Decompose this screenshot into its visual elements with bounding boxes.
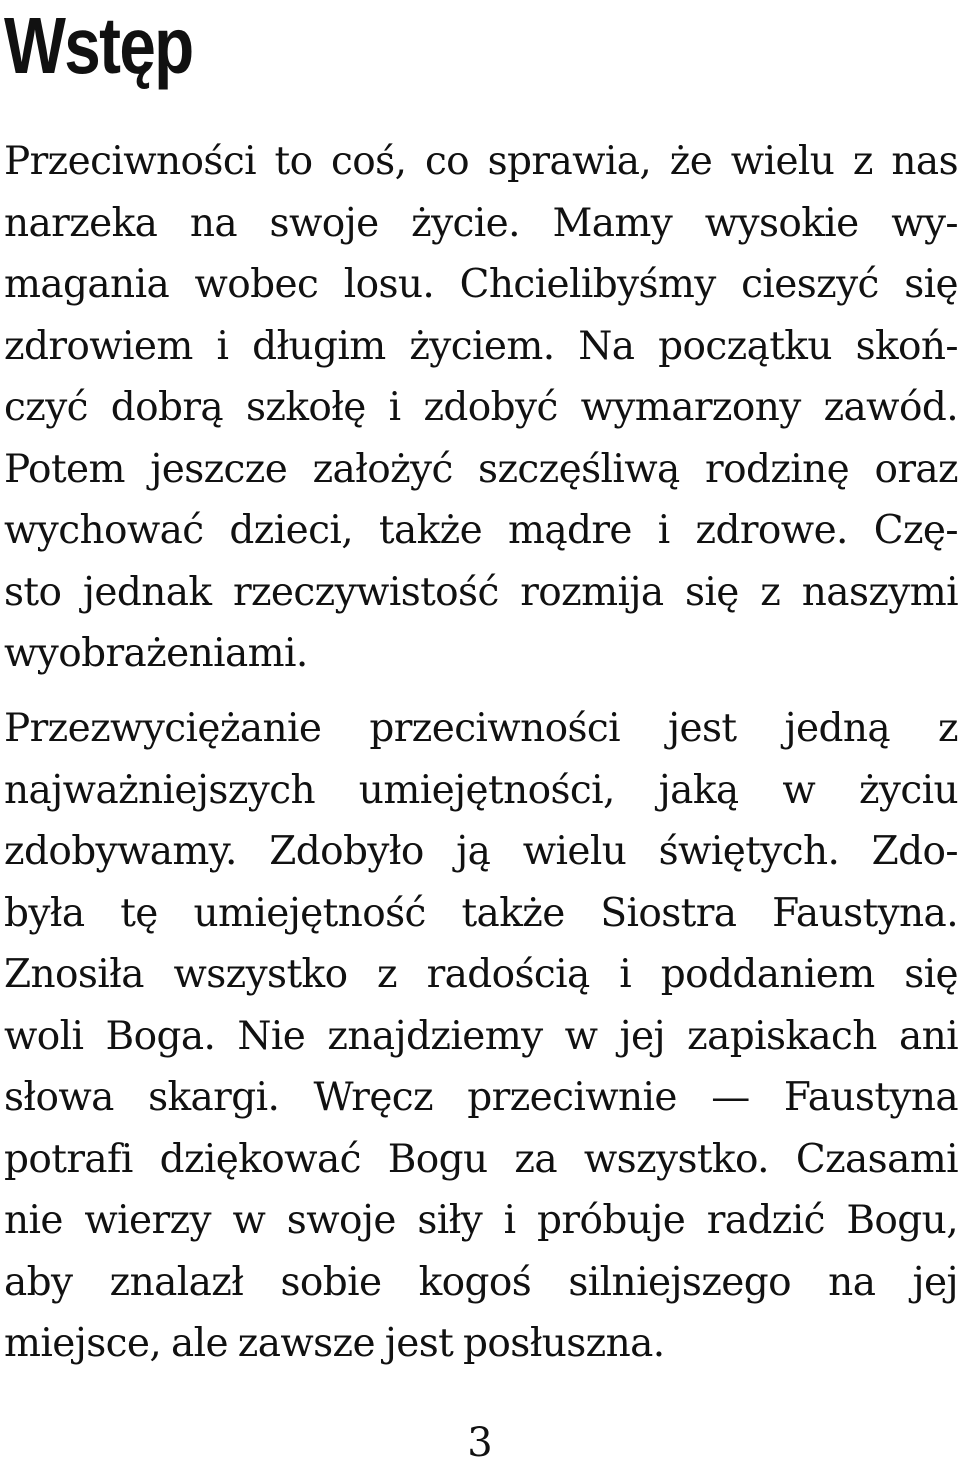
- paragraph-1: [4, 131, 958, 685]
- chapter-heading: Wstęp: [4, 1, 193, 90]
- text-line: narzeka na swoje życie. Mamy wysokie wy-: [4, 200, 958, 246]
- text-line: wyobrażeniami.: [4, 631, 308, 676]
- text-line: słowa skargi. Wręcz przeciwnie — Faustyna: [4, 1075, 958, 1120]
- text-line: zdobywamy. Zdobyło ją wielu świętych. Zdo-: [4, 829, 958, 874]
- paragraph-2: [4, 698, 958, 1375]
- text-line: miejsce, ale zawsze jest posłuszna.: [4, 1321, 665, 1366]
- text-line: czyć dobrą szkołę i zdobyć wymarzony zawód.: [4, 385, 958, 430]
- text-line: najważniejszych umiejętności, jaką w życiu: [4, 767, 958, 813]
- text-line: była tę umiejętność także Siostra Faustyna.: [4, 890, 958, 936]
- text-line: Znosiła wszystko z radością i poddaniem się: [4, 952, 958, 997]
- text-line: woli Boga. Nie znajdziemy w jej zapiskach ani: [4, 1013, 958, 1059]
- text-line: magania wobec losu. Chcielibyśmy cieszyć się: [4, 262, 958, 307]
- text-line: Przeciwności to coś, co sprawia, że wielu z nas: [4, 139, 958, 184]
- text-line: aby znalazł sobie kogoś silniejszego na jej: [4, 1259, 958, 1305]
- text-line: sto jednak rzeczywistość rozmija się z naszymi: [4, 569, 958, 615]
- text-line: potrafi dziękować Bogu za wszystko. Czasami: [4, 1136, 958, 1182]
- text-line: nie wierzy w swoje siły i próbuje radzić Bogu,: [4, 1198, 958, 1243]
- page-number: 3: [467, 1420, 493, 1466]
- text-line: wychować dzieci, także mądre i zdrowe. Czę-: [4, 508, 958, 553]
- text-line: Potem jeszcze założyć szczęśliwą rodzinę oraz: [4, 446, 958, 492]
- text-line: Przezwyciężanie przeciwności jest jedną z: [4, 706, 958, 751]
- text-line: zdrowiem i długim życiem. Na początku skoń-: [4, 323, 958, 369]
